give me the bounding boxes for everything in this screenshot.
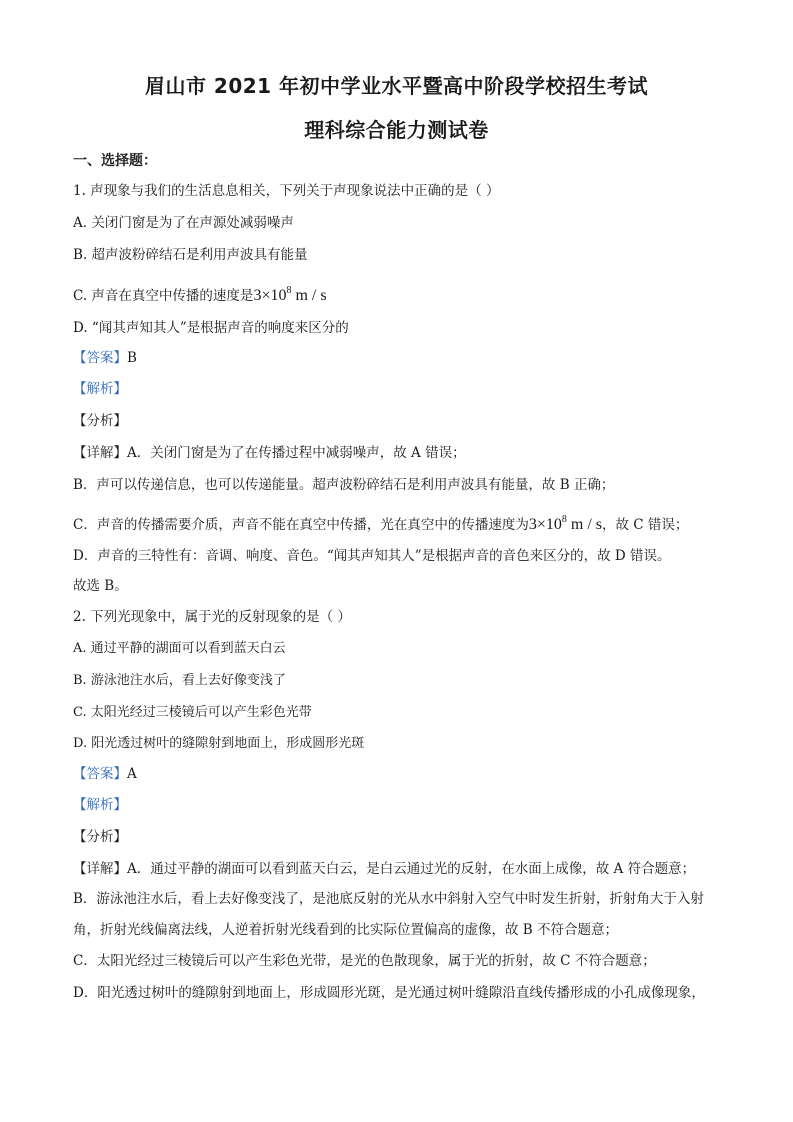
exam-title: 眉山市 2021 年初中学业水平暨高中阶段学校招生考试: [144, 74, 649, 98]
option-c-text: C. 声音在真空中传播的速度是: [73, 288, 254, 304]
question-1-fenxi: 【分析】: [73, 413, 127, 429]
question-2-detail-c: C．太阳光经过三棱镜后可以产生彩色光带，是光的色散现象，属于光的折射，故 C 不符合题意；: [73, 953, 656, 969]
question-2-option-d: D. 阳光透过树叶的缝隙射到地面上，形成圆形光斑: [73, 736, 365, 751]
question-2-answer: [73, 764, 137, 784]
question-1-stem: 1. 声现象与我们的生活息息相关，下列关于声现象说法中正确的是（ ）: [73, 183, 500, 199]
question-2-stem: 2. 下列光现象中，属于光的反射现象的是（ ）: [73, 609, 351, 625]
question-1-detail-d: D．声音的三特性有：音调、响度、音色。“闻其声知其人”是根据声音的音色来区分的，故 D 错误。: [73, 548, 671, 564]
question-2-detail-b-line2: 角，折射光线偏离法线，人逆着折射光线看到的比实际位置偏高的虚像，故 B 不符合题意；: [73, 922, 619, 938]
question-1-detail-a: 【详解】A．关闭门窗是为了在传播过程中减弱噪声，故 A 错误；: [73, 445, 466, 461]
question-2-analysis-tag: 【解析】: [73, 797, 127, 813]
question-2-detail-d: D．阳光透过树叶的缝隙射到地面上，形成圆形光斑，是光通过树叶缝隙沿直线传播形成的小孔成像现象，: [73, 985, 705, 1001]
exam-subtitle: 理科综合能力测试卷: [304, 118, 489, 142]
answer-tag: 【答案】: [73, 766, 127, 782]
question-2-detail-a: 【详解】A．通过平静的湖面可以看到蓝天白云，是白云通过光的反射，在水面上成像，故 A 符合题意；: [73, 861, 696, 877]
speed-formula: $3\times 10^8$ m / s: [253, 285, 327, 304]
question-1-conclusion: 故选 B。: [73, 578, 128, 594]
section-heading: 一、选择题：: [73, 153, 157, 169]
question-2-detail-b-line1: B．游泳池注水后，看上去好像变浅了，是池底反射的光从水中斜射入空气中时发生折射，折射角大于入射: [73, 891, 704, 907]
question-1-detail-c: C．声音的传播需要介质，声音不能在真空中传播，光在真空中的传播速度为$3\times 10^8$ m / s，故 C 错误；: [73, 514, 689, 533]
answer-value: A: [127, 766, 137, 782]
question-1-option-c: [73, 281, 327, 306]
question-1-option-b: B. 超声波粉碎结石是利用声波具有能量: [73, 247, 308, 263]
question-1-analysis-tag: 【解析】: [73, 381, 127, 397]
answer-tag: 【答案】: [73, 350, 127, 366]
question-1-detail-b: B．声可以传递信息，也可以传递能量。超声波粉碎结石是利用声波具有能量，故 B 正确；: [73, 477, 615, 493]
question-1-option-a: A. 关闭门窗是为了在声源处减弱噪声: [73, 215, 294, 231]
question-2-fenxi: 【分析】: [73, 829, 127, 845]
question-2-option-b: B. 游泳池注水后，看上去好像变浅了: [73, 673, 286, 688]
question-2-option-a: A. 通过平静的湖面可以看到蓝天白云: [73, 641, 286, 656]
light-speed-formula: $3\times 10^8$ m / s: [528, 514, 602, 533]
question-1-option-d: D. “闻其声知其人”是根据声音的响度来区分的: [73, 320, 349, 336]
question-1-answer: [73, 348, 137, 368]
answer-value: B: [127, 350, 137, 366]
question-2-option-c: C. 太阳光经过三棱镜后可以产生彩色光带: [73, 705, 312, 720]
